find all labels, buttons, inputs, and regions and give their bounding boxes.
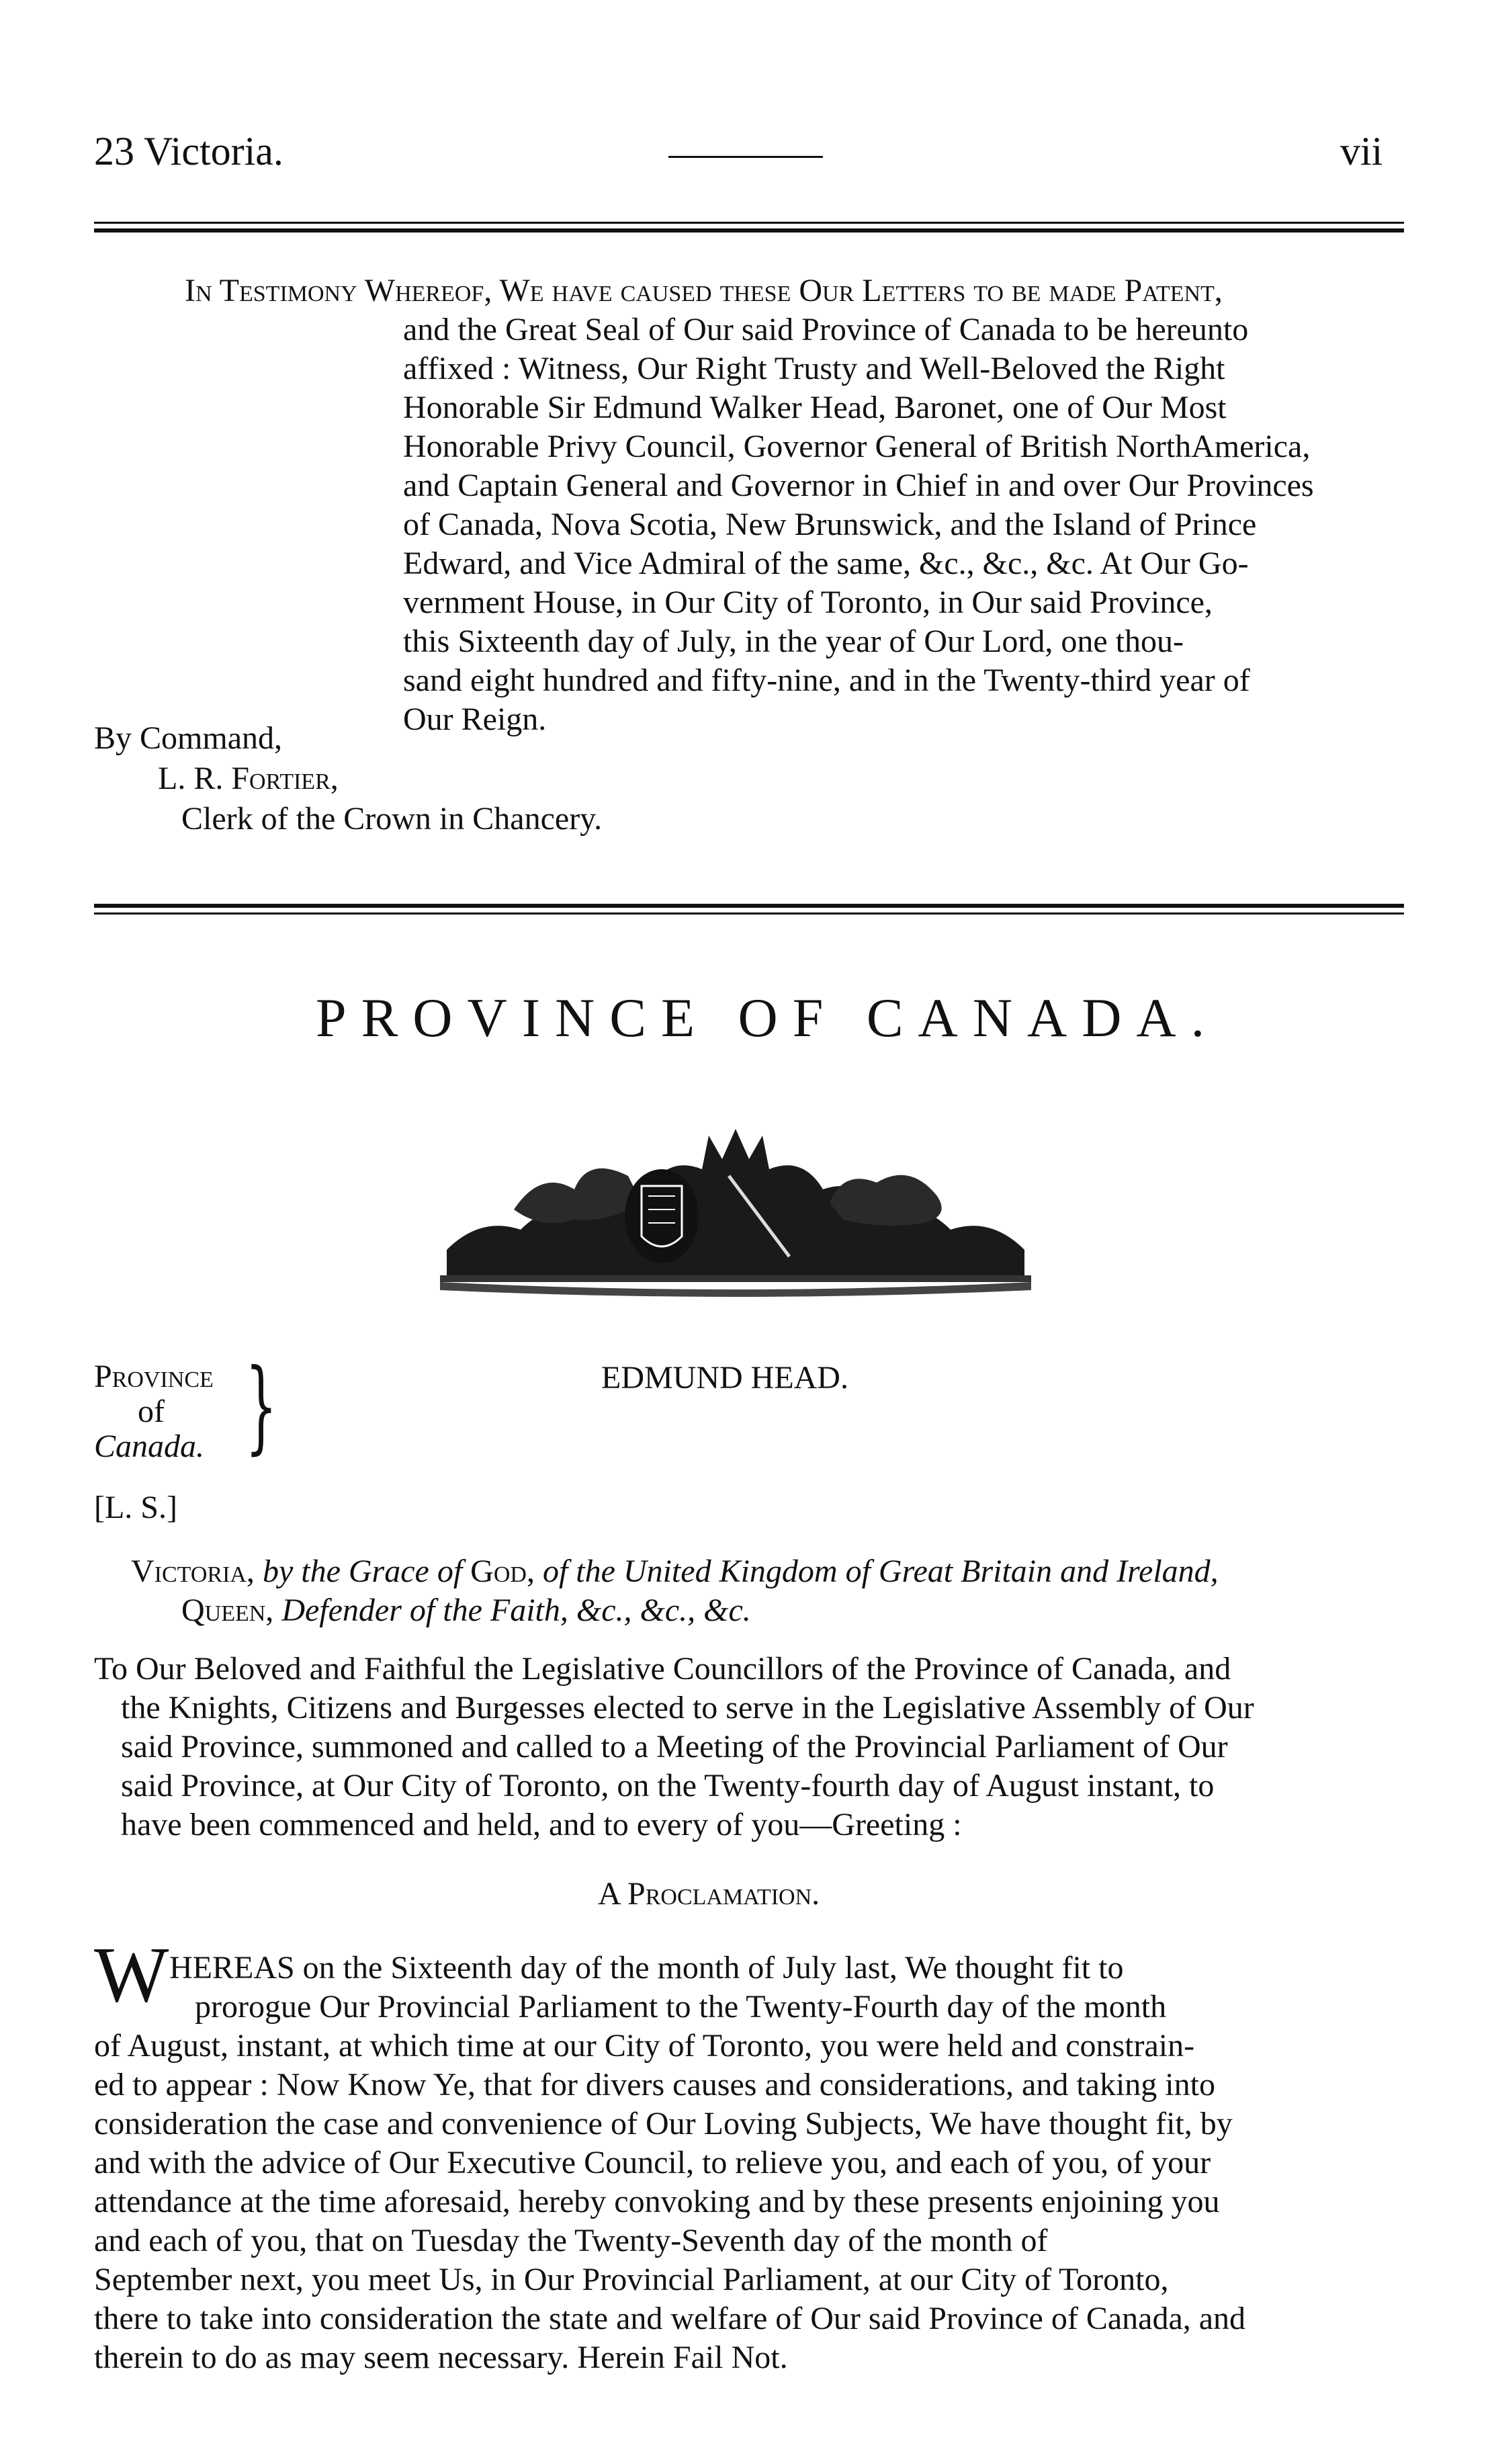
- section-rule-bottom: [94, 912, 1404, 915]
- victoria-queen-line: [181, 1591, 751, 1630]
- header-rule-top: [94, 222, 1404, 224]
- section-rule-top: [94, 904, 1404, 908]
- victoria-name: Victoria,: [131, 1554, 255, 1589]
- proclamation-line: and with the advice of Our Executive Council, to relieve you, and each of you, of your: [94, 2145, 1211, 2180]
- testimony-line: of Canada, Nova Scotia, New Brunswick, and the Island of Prince: [403, 507, 1257, 542]
- province-title: PROVINCE OF CANADA.: [316, 987, 1220, 1048]
- royal-arms-emblem-icon: [440, 1095, 1031, 1310]
- crest-svg: [440, 1095, 1031, 1310]
- victoria-kingdom: of the United Kingdom of Great Britain and Ireland,: [542, 1554, 1219, 1589]
- testimony-line: affixed : Witness, Our Right Trusty and Well-Beloved the Right: [403, 351, 1225, 386]
- dropcap-letter: W: [94, 1930, 169, 2019]
- seal-mark: [L. S.]: [94, 1490, 177, 1525]
- testimony-line: In Testimony Whereof, We have caused these Our Letters to be made Patent,: [185, 273, 1223, 308]
- clerk-name: L. R. Fortier,: [158, 761, 339, 796]
- proclamation-line: HEREAS on the Sixteenth day of the month of July last, We thought fit to: [169, 1950, 1124, 1986]
- proclamation-heading: A Proclamation.: [598, 1876, 820, 1912]
- victoria-title-line: [131, 1552, 1219, 1591]
- header-rule-bottom: [94, 228, 1404, 232]
- curly-brace-icon: }: [245, 1348, 277, 1465]
- province-canada: Canada.: [94, 1429, 205, 1464]
- proclamation-line: and each of you, that on Tuesday the Twenty-Seventh day of the month of: [94, 2223, 1048, 2258]
- victoria-god: God,: [470, 1554, 535, 1589]
- testimony-line: and Captain General and Governor in Chief in and over Our Provinces: [403, 468, 1314, 503]
- testimony-line: and the Great Seal of Our said Province of Canada to be hereunto: [403, 312, 1249, 347]
- province-label: Province: [94, 1359, 214, 1394]
- testimony-line: Edward, and Vice Admiral of the same, &c., &c., &c. At Our Go-: [403, 546, 1249, 581]
- proclamation-line-1: [169, 1949, 1404, 1988]
- address-paragraph: [121, 1689, 1404, 1844]
- proclamation-line: of August, instant, at which time at our City of Toronto, you were held and constrain-: [94, 2028, 1195, 2064]
- victoria-defender: Defender of the Faith, &c., &c., &c.: [281, 1592, 751, 1628]
- proclamation-line: September next, you meet Us, in Our Provincial Parliament, at our City of Toronto,: [94, 2262, 1169, 2297]
- governor-name: EDMUND HEAD.: [601, 1360, 848, 1396]
- province-of: of: [138, 1394, 165, 1429]
- testimony-line: Honorable Privy Council, Governor General of British NorthAmerica,: [403, 429, 1311, 464]
- address-line: have been commenced and held, and to every of you—Greeting :: [121, 1807, 962, 1842]
- address-first-line: [94, 1650, 1404, 1689]
- testimony-line: this Sixteenth day of July, in the year of Our Lord, one thou-: [403, 624, 1184, 659]
- address-line: said Province, summoned and called to a Meeting of the Provincial Parliament of Our: [121, 1729, 1228, 1765]
- running-head-left: 23 Victoria.: [94, 129, 283, 173]
- victoria-grace: by the Grace of: [262, 1554, 463, 1589]
- testimony-line: vernment House, in Our City of Toronto, in Our said Province,: [403, 585, 1213, 620]
- proclamation-line-2: [195, 1988, 1404, 2027]
- proclamation-line: prorogue Our Provincial Parliament to the Twenty-Fourth day of the month: [195, 1989, 1167, 2025]
- address-line: said Province, at Our City of Toronto, on the Twenty-fourth day of August instant, to: [121, 1768, 1215, 1803]
- proclamation-line: consideration the case and convenience of Our Loving Subjects, We have thought fit, by: [94, 2106, 1233, 2141]
- by-command: By Command,: [94, 720, 283, 756]
- testimony-line: sand eight hundred and fifty-nine, and in the Twenty-third year of: [403, 663, 1250, 698]
- testimony-line: Our Reign.: [403, 702, 547, 737]
- victoria-queen: Queen,: [181, 1592, 274, 1628]
- testimony-first-line: [185, 271, 1404, 310]
- proclamation-line: there to take into consideration the state and welfare of Our said Province of Canada, and: [94, 2301, 1246, 2336]
- address-line: the Knights, Citizens and Burgesses elected to serve in the Legislative Assembly of Our: [121, 1690, 1254, 1726]
- header-dash: [668, 156, 823, 158]
- testimony-line: Honorable Sir Edmund Walker Head, Baronet, one of Our Most: [403, 390, 1227, 425]
- proclamation-line: ed to appear : Now Know Ye, that for divers causes and considerations, and taking into: [94, 2067, 1215, 2102]
- testimony-paragraph: [403, 310, 1404, 739]
- address-line: To Our Beloved and Faithful the Legislative Councillors of the Province of Canada, and: [94, 1651, 1231, 1687]
- clerk-office: Clerk of the Crown in Chancery.: [181, 801, 603, 837]
- proclamation-paragraph: [94, 2027, 1404, 2377]
- proclamation-line: therein to do as may seem necessary. Herein Fail Not.: [94, 2340, 788, 2375]
- proclamation-line: attendance at the time aforesaid, hereby convoking and by these presents enjoining you: [94, 2184, 1220, 2219]
- page-number: vii: [1340, 129, 1383, 173]
